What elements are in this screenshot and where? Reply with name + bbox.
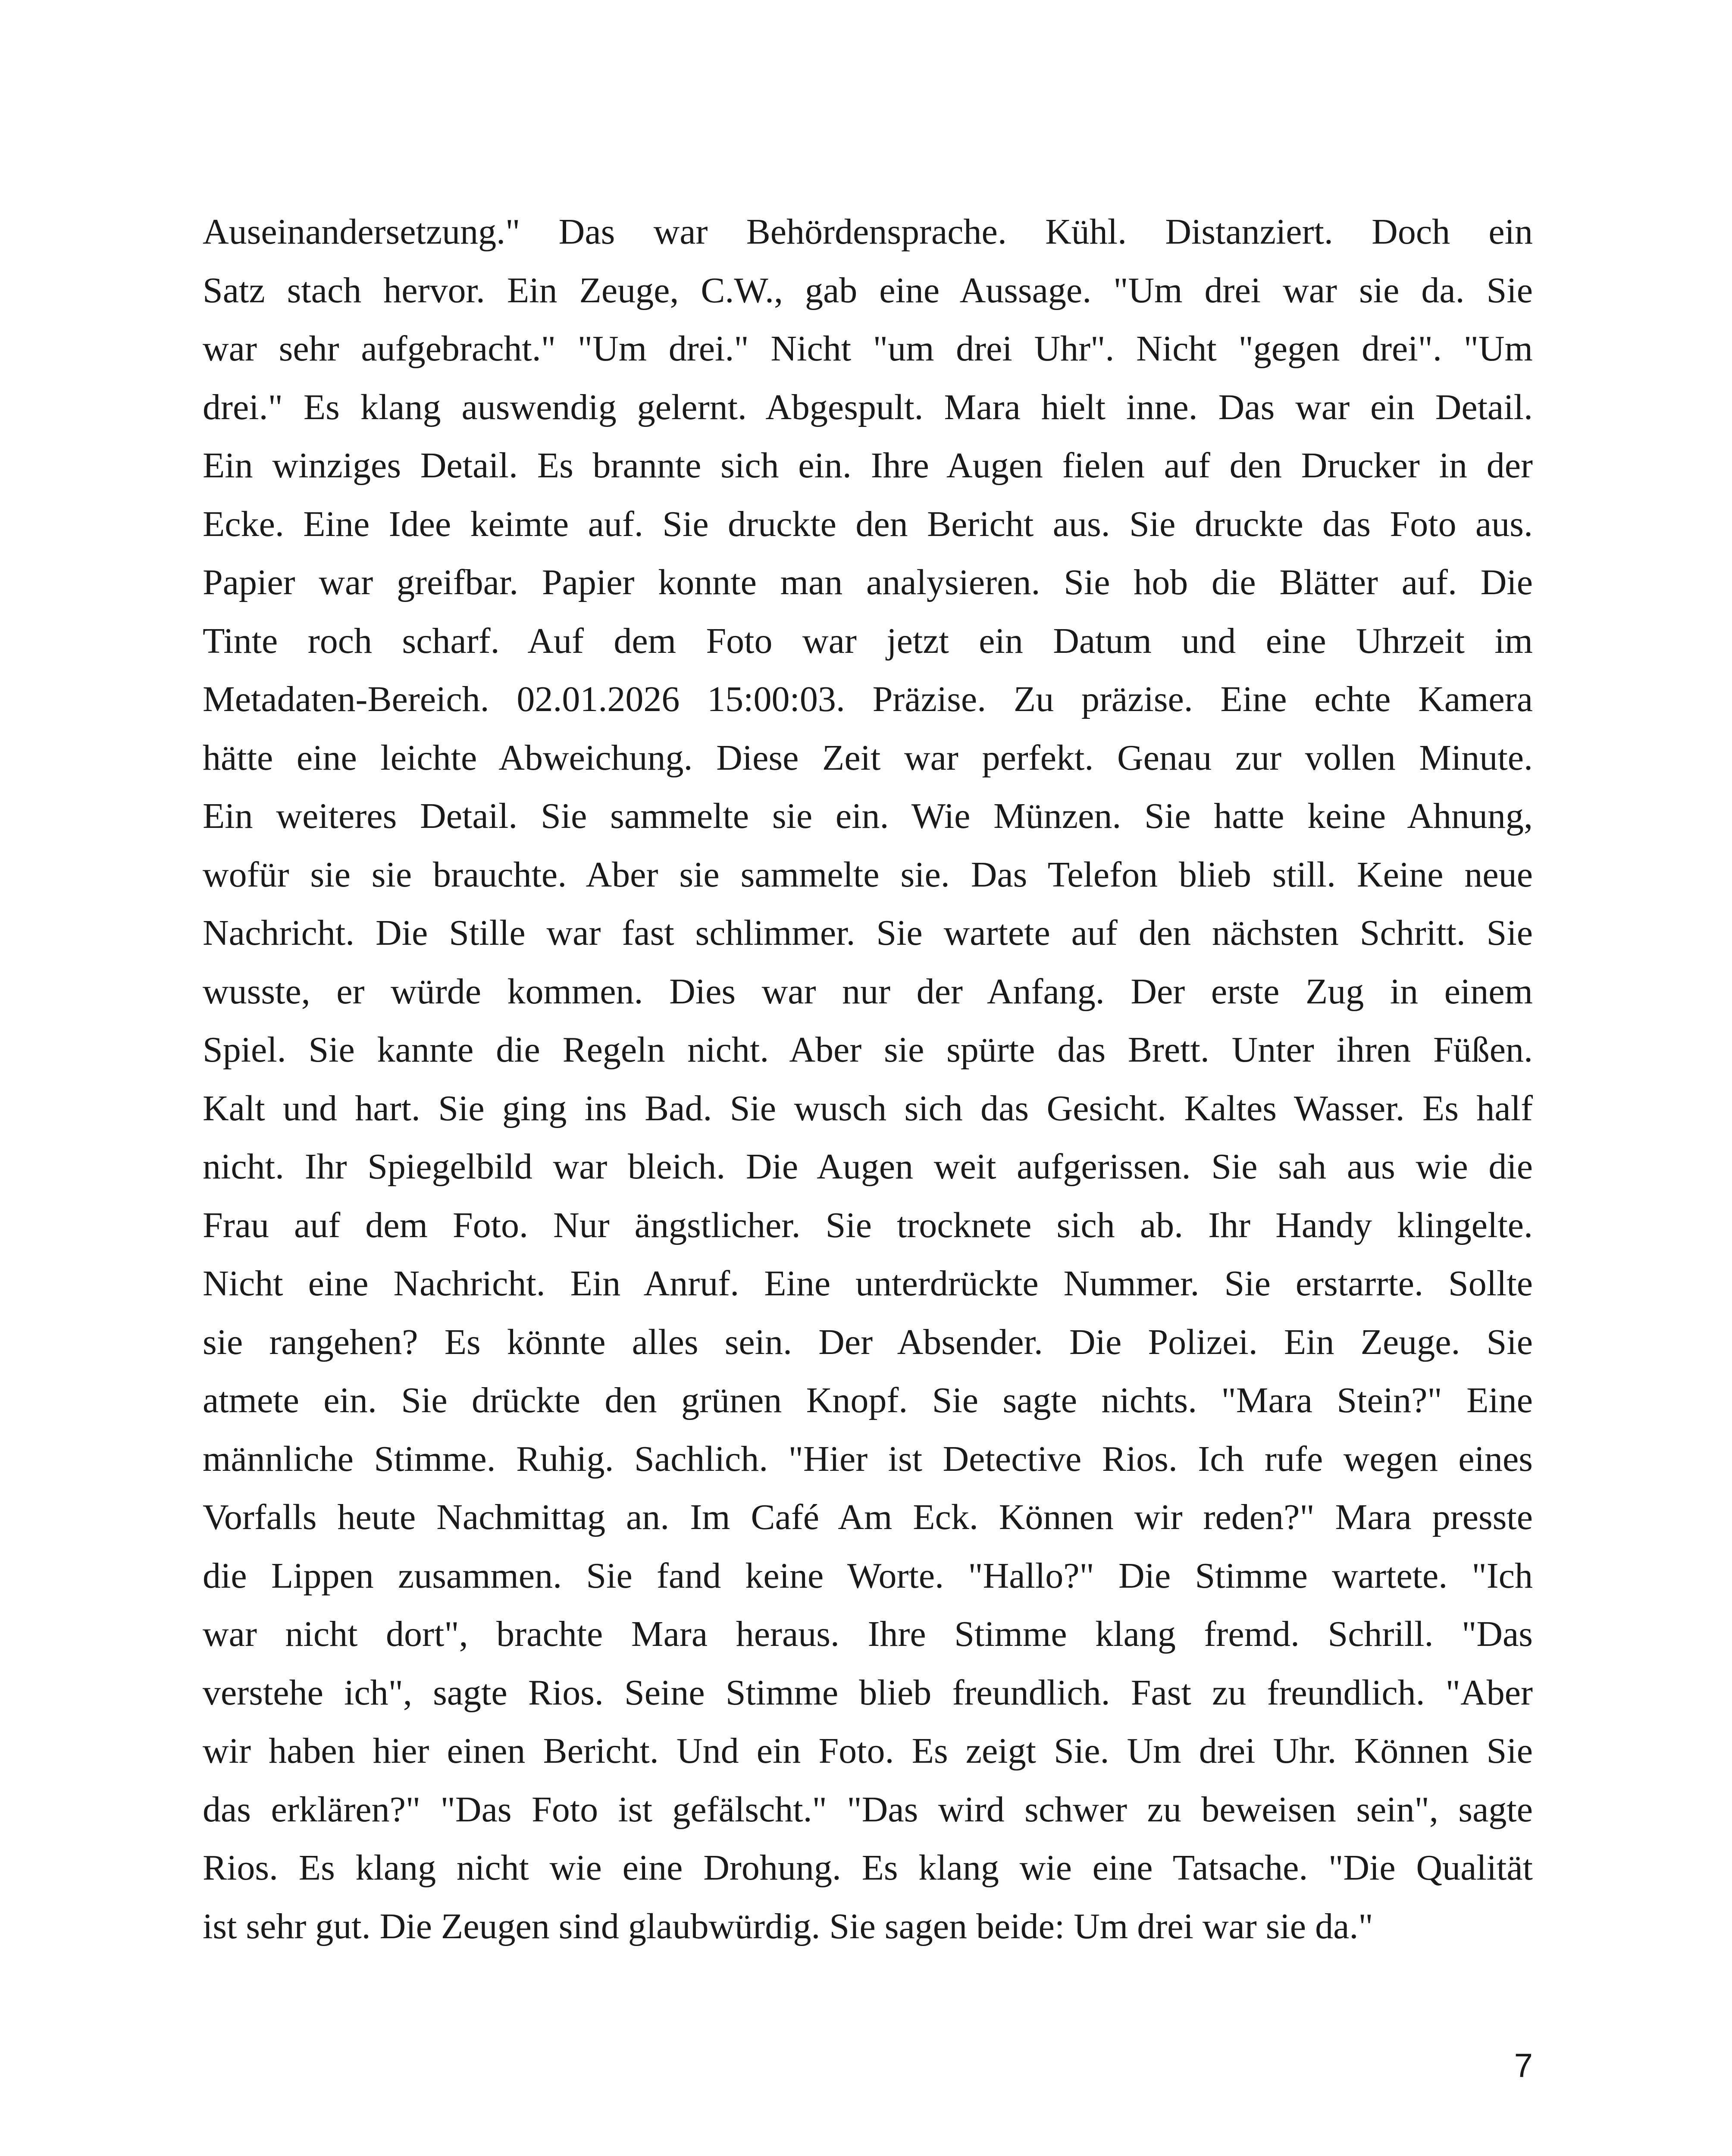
text-line: verstehe ich", sagte Rios. Seine Stimme blieb freundlich. Fast zu freundlich. "Aber xyxy=(203,1672,1533,1713)
text-line: wir haben hier einen Bericht. Und ein Foto. Es zeigt Sie. Um drei Uhr. Können Sie xyxy=(203,1731,1533,1771)
text-line: war nicht dort", brachte Mara heraus. Ihre Stimme klang fremd. Schrill. "Das xyxy=(203,1614,1533,1654)
text-line: Papier war greifbar. Papier konnte man analysieren. Sie hob die Blätter auf. Die xyxy=(203,562,1533,602)
text-line: Rios. Es klang nicht wie eine Drohung. Es klang wie eine Tatsache. "Die Qualität xyxy=(203,1848,1533,1888)
text-line: Nachricht. Die Stille war fast schlimmer. Sie wartete auf den nächsten Schritt. Sie xyxy=(203,913,1533,953)
text-line: Ein winziges Detail. Es brannte sich ein. Ihre Augen fielen auf den Drucker in der xyxy=(203,445,1533,486)
body-text xyxy=(203,203,1533,1955)
text-line: Ein weiteres Detail. Sie sammelte sie ein. Wie Münzen. Sie hatte keine Ahnung, xyxy=(203,796,1533,836)
text-line: Spiel. Sie kannte die Regeln nicht. Aber sie spürte das Brett. Unter ihren Füßen. xyxy=(203,1030,1533,1070)
text-line: die Lippen zusammen. Sie fand keine Worte. "Hallo?" Die Stimme wartete. "Ich xyxy=(203,1555,1533,1596)
text-line: sie rangehen? Es könnte alles sein. Der Absender. Die Polizei. Ein Zeuge. Sie xyxy=(203,1322,1533,1362)
text-line: nicht. Ihr Spiegelbild war bleich. Die Augen weit aufgerissen. Sie sah aus wie die xyxy=(203,1147,1533,1187)
text-line: Satz stach hervor. Ein Zeuge, C.W., gab eine Aussage. "Um drei war sie da. Sie xyxy=(203,270,1533,310)
text-line: Tinte roch scharf. Auf dem Foto war jetzt ein Datum und eine Uhrzeit im xyxy=(203,620,1533,661)
text-line: männliche Stimme. Ruhig. Sachlich. "Hier ist Detective Rios. Ich rufe wegen eines xyxy=(203,1438,1533,1479)
text-line: Vorfalls heute Nachmittag an. Im Café Am Eck. Können wir reden?" Mara presste xyxy=(203,1497,1533,1537)
text-line: Kalt und hart. Sie ging ins Bad. Sie wusch sich das Gesicht. Kaltes Wasser. Es half xyxy=(203,1088,1533,1128)
text-line: das erklären?" "Das Foto ist gefälscht." "Das wird schwer zu beweisen sein", sagte xyxy=(203,1789,1533,1830)
text-line: drei." Es klang auswendig gelernt. Abgespult. Mara hielt inne. Das war ein Detail. xyxy=(203,387,1533,427)
text-line: hätte eine leichte Abweichung. Diese Zeit war perfekt. Genau zur vollen Minute. xyxy=(203,737,1533,778)
text-line: Ecke. Eine Idee keimte auf. Sie druckte den Bericht aus. Sie druckte das Foto aus. xyxy=(203,504,1533,544)
text-line: wofür sie sie brauchte. Aber sie sammelte sie. Das Telefon blieb still. Keine neue xyxy=(203,854,1533,895)
text-line: wusste, er würde kommen. Dies war nur der Anfang. Der erste Zug in einem xyxy=(203,971,1533,1012)
page-number: 7 xyxy=(1514,2046,1533,2084)
text-line: war sehr aufgebracht." "Um drei." Nicht "um drei Uhr". Nicht "gegen drei". "Um xyxy=(203,329,1533,369)
text-line: Nicht eine Nachricht. Ein Anruf. Eine unterdrückte Nummer. Sie erstarrte. Sollte xyxy=(203,1263,1533,1304)
text-line: Auseinandersetzung." Das war Behördensprache. Kühl. Distanziert. Doch ein xyxy=(203,212,1533,252)
text-line: Metadaten-Bereich. 02.01.2026 15:00:03. Präzise. Zu präzise. Eine echte Kamera xyxy=(203,679,1533,719)
text-line: atmete ein. Sie drückte den grünen Knopf. Sie sagte nichts. "Mara Stein?" Eine xyxy=(203,1380,1533,1420)
text-line: ist sehr gut. Die Zeugen sind glaubwürdig. Sie sagen beide: Um drei war sie da." xyxy=(203,1906,1373,1946)
text-line: Frau auf dem Foto. Nur ängstlicher. Sie trocknete sich ab. Ihr Handy klingelte. xyxy=(203,1205,1533,1245)
